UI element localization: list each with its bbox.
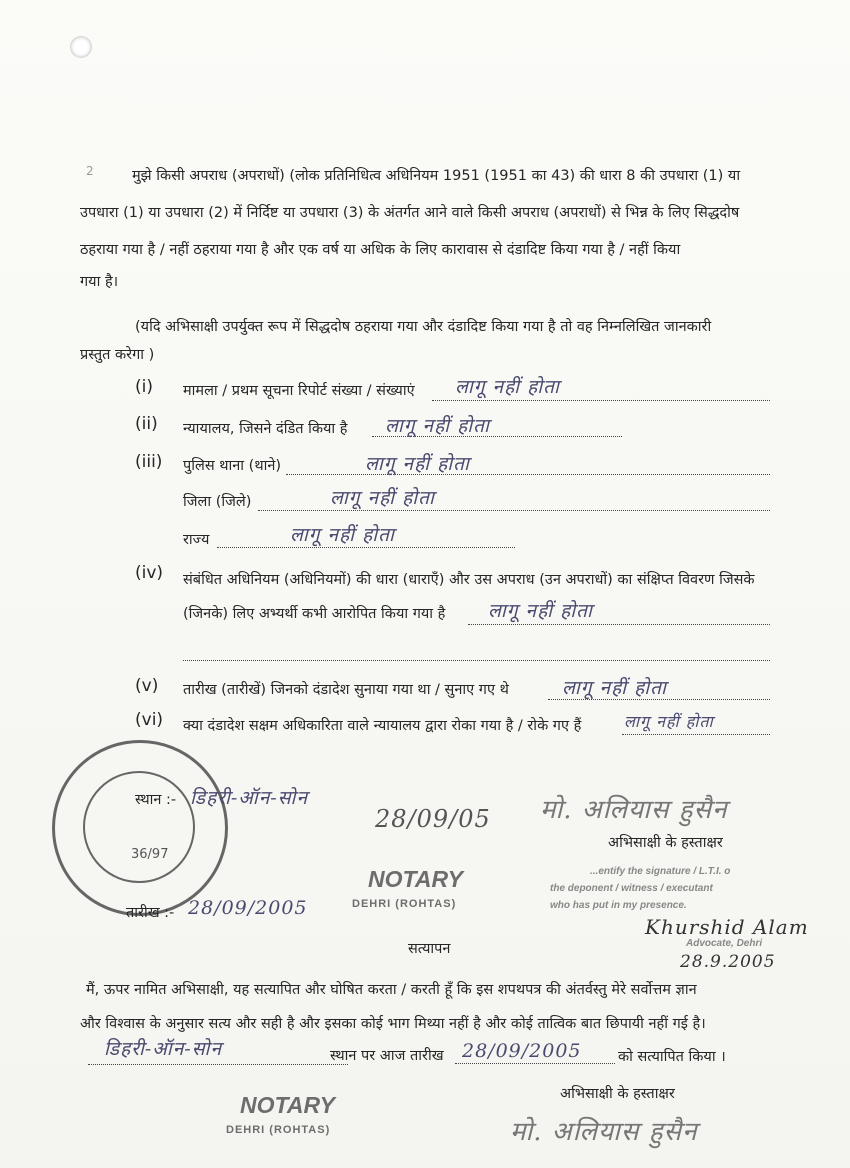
attest-line1: ...entify the signature / L.T.I. o [590, 866, 731, 877]
district-label: जिला (जिले) [183, 494, 252, 510]
item-iii-number: (iii) [135, 452, 163, 472]
state-label: राज्य [183, 532, 210, 548]
place-value: डिहरी-ऑन-सोन [190, 787, 308, 809]
place-label: स्थान :- [135, 792, 177, 808]
item-ii-label: न्यायालय, जिसने दंडित किया है [183, 421, 348, 437]
item-iv-number: (iv) [135, 563, 164, 583]
notary-initials: 28/09/05 [375, 805, 491, 833]
item-vi-label: क्या दंडादेश सक्षम अधिकारिता वाले न्यायालय द्वारा रोका गया है / रोके गए हैं [183, 718, 582, 734]
item-iii-value: लागू नहीं होता [365, 453, 470, 475]
district-dotted-line [258, 510, 770, 511]
verification-date-dotted-line [455, 1063, 615, 1064]
para2-line2: उपधारा (1) या उपधारा (2) में निर्दिष्ट या उपधारा (3) के अंतर्गत आने वाले किसी अपराध (अपराधों) से भिन्न के लिए सिद्धदोष [80, 205, 740, 221]
notary-stamp-title-2: NOTARY [240, 1092, 335, 1118]
notary-stamp-title: NOTARY [368, 866, 463, 892]
verification-line1: मैं, ऊपर नामित अभिसाक्षी, यह सत्यापित और घोषित करता / करती हूँ कि इस शपथपत्र की अंतर्वस्तु मेरे सर्वोत्तम ज्ञान [86, 982, 697, 998]
verification-date-value: 28/09/2005 [462, 1040, 582, 1062]
item-iv-line2: (जिनके) लिए अभ्यर्थी कभी आरोपित किया गया है [183, 606, 446, 622]
date-value: 28/09/2005 [188, 897, 308, 919]
item-iv-value: लागू नहीं होता [488, 600, 593, 622]
item-i-dotted-line [432, 400, 770, 401]
verification-place-dotted-line [88, 1064, 348, 1065]
verification-mid-text: स्थान पर आज तारीख [330, 1048, 444, 1064]
state-value: लागू नहीं होता [290, 524, 395, 546]
notary-stamp-place-2: DEHRI (ROHTAS) [226, 1124, 331, 1136]
item-i-value: लागू नहीं होता [455, 376, 560, 398]
item-iv-line1: संबंधित अधिनियम (अधिनियमों) की धारा (धाराएँ) और उस अपराध (उन अपराधों) का संक्षिप्त विवरण जिसके [183, 572, 755, 588]
notary-signature: Khurshid Alam [645, 915, 809, 939]
verification-place-value: डिहरी-ऑन-सोन [104, 1038, 222, 1060]
para-number: 2 [86, 164, 94, 178]
district-value: लागू नहीं होता [330, 487, 435, 509]
attest-line2: the deponent / witness / executant [550, 883, 713, 894]
item-iii-label: पुलिस थाना (थाने) [183, 458, 282, 474]
item-iv-dotted-line-2 [183, 660, 770, 661]
deponent-signature-caption: अभिसाक्षी के हस्ताक्षर [608, 835, 723, 851]
item-v-value: लागू नहीं होता [562, 677, 667, 699]
item-vi-value: लागू नहीं होता [624, 712, 714, 731]
verification-end-text: को सत्यापित किया । [618, 1049, 726, 1065]
attest-line3: who has put in my presence. [550, 900, 687, 911]
item-vi-dotted-line [622, 734, 770, 735]
date-label: तारीख :- [126, 905, 175, 921]
item-i-label: मामला / प्रथम सूचना रिपोर्ट संख्या / संख्याएं [183, 383, 415, 399]
item-i-number: (i) [135, 377, 153, 397]
notary-caption: Advocate, Dehri [686, 938, 763, 949]
para2-line4: गया है। [80, 274, 119, 290]
state-dotted-line [217, 547, 515, 548]
para2-line3: ठहराया गया है / नहीं ठहराया गया है और एक वर्ष या अधिक के लिए कारावास से दंडादिष्ट किया गया है / नहीं किया [80, 242, 681, 258]
note-line2: प्रस्तुत करेगा ) [80, 347, 155, 363]
verification-heading: सत्यापन [408, 941, 451, 957]
item-ii-value: लागू नहीं होता [385, 415, 490, 437]
item-iii-dotted-line [286, 474, 770, 475]
item-vi-number: (vi) [135, 710, 164, 730]
circular-seal [52, 740, 228, 916]
verification-line2: और विश्वास के अनुसार सत्य और सही है और इसका कोई भाग मिथ्या नहीं है और कोई तात्विक बात छिपायी नहीं गई है। [80, 1016, 706, 1032]
item-v-label: तारीख (तारीखें) जिनको दंडादेश सुनाया गया था / सुनाए गए थे [183, 682, 509, 698]
item-v-number: (v) [135, 676, 159, 696]
verification-deponent-signature: मो. अलियास हुसैन [510, 1117, 698, 1147]
notary-date: 28.9.2005 [680, 952, 776, 972]
item-ii-number: (ii) [135, 414, 158, 434]
verification-sign-caption: अभिसाक्षी के हस्ताक्षर [560, 1086, 675, 1102]
note-line1: (यदि अभिसाक्षी उपर्युक्त रूप में सिद्धदोष ठहराया गया और दंडादिष्ट किया गया है तो वह निम्नलिखित जानकारी [135, 319, 712, 335]
circular-seal-inner-ring [83, 771, 195, 883]
seal-number: 36/97 [131, 847, 169, 862]
para2-line1: मुझे किसी अपराध (अपराधों) (लोक प्रतिनिधित्व अधिनियम 1951 (1951 का 43) की धारा 8 की उपधारा (1) या [132, 168, 741, 184]
notary-stamp-place: DEHRI (ROHTAS) [352, 898, 457, 910]
deponent-signature: मो. अलियास हुसैन [540, 795, 728, 825]
punch-hole [70, 36, 92, 58]
item-iv-dotted-line [468, 624, 770, 625]
